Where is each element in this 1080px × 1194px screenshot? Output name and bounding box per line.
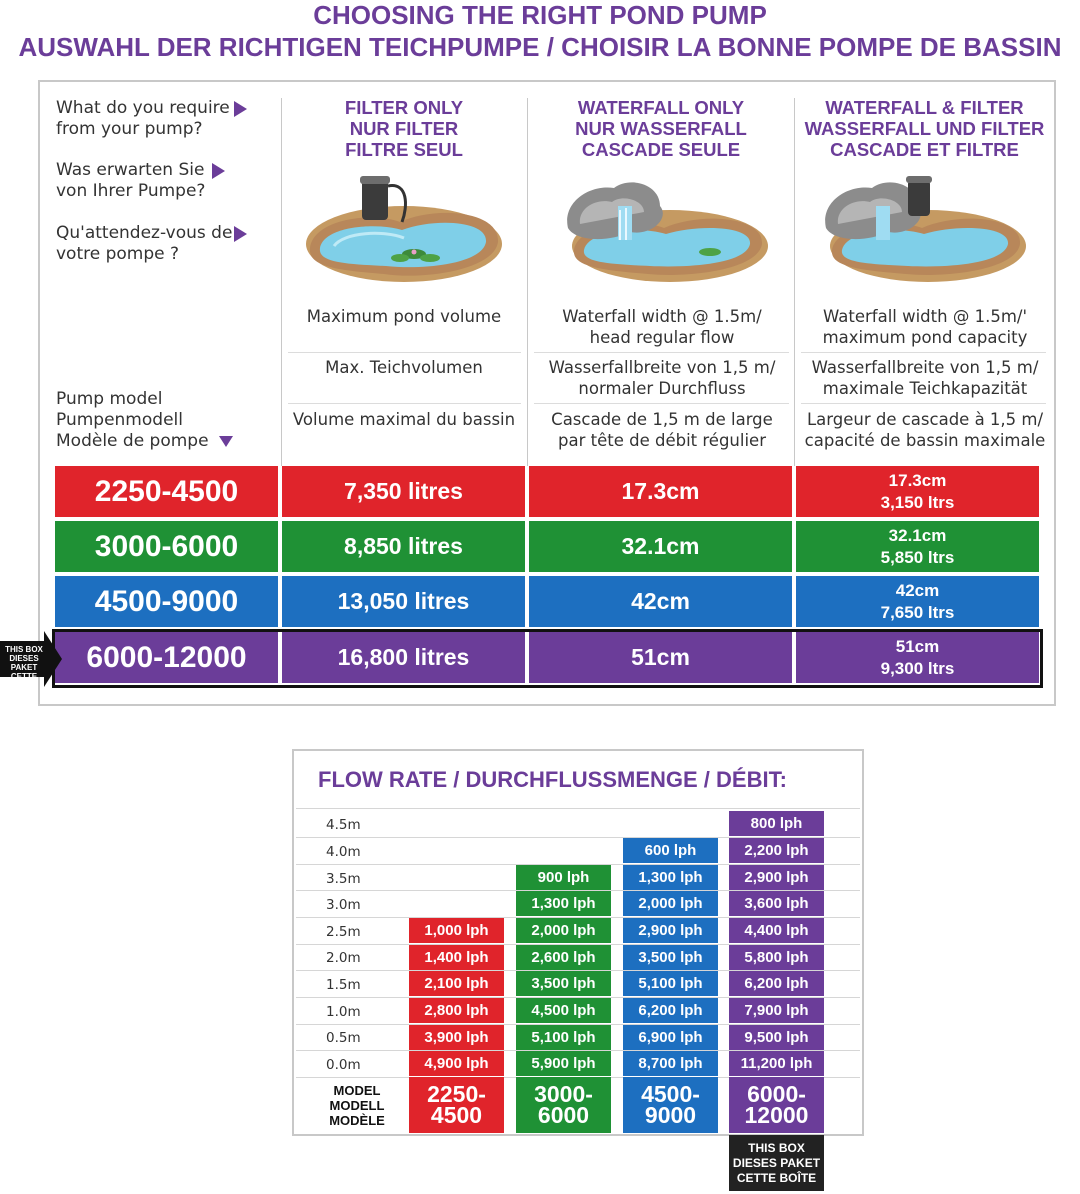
column-divider xyxy=(281,98,282,466)
flow-model-6000-12000: 6000- 12000 xyxy=(729,1077,824,1133)
flow-model-3000-6000: 3000- 6000 xyxy=(516,1077,611,1133)
filter-desc-en: Maximum pond volume xyxy=(306,307,502,326)
column-heading-filter: FILTER ONLY NUR FILTER FILTRE SEUL xyxy=(344,97,464,160)
waterfall-desc-de: Wasserfallbreite von 1,5 m/ normaler Durchfluss xyxy=(548,358,776,398)
row-divider xyxy=(801,403,1046,404)
model-row: 2250-4500 7,350 litres 17.3cm 17.3cm 3,150 ltrs xyxy=(55,466,1039,517)
flow-cell: 900 lph xyxy=(516,865,611,890)
flow-cell: 2,100 lph xyxy=(409,971,504,996)
question-fr: Qu'attendez-vous de votre pompe ? xyxy=(56,223,233,264)
filter-desc-de: Max. Teichvolumen xyxy=(325,358,483,377)
model-row: 4500-9000 13,050 litres 42cm 42cm 7,650 ltrs xyxy=(55,576,1039,627)
flow-cell: 1,300 lph xyxy=(516,891,611,916)
flow-cell: 7,900 lph xyxy=(729,998,824,1023)
head-height-label: 1.0m xyxy=(326,1004,361,1020)
flow-cell: 4,500 lph xyxy=(516,998,611,1023)
pump-model-label: Pump model Pumpenmodell Modèle de pompe xyxy=(56,389,233,452)
pond-with-waterfall-icon xyxy=(560,166,770,286)
row-divider xyxy=(534,352,789,353)
page-title: CHOOSING THE RIGHT POND PUMP xyxy=(313,0,767,30)
flow-model-2250-4500: 2250- 4500 xyxy=(409,1077,504,1133)
flow-cell: 3,600 lph xyxy=(729,891,824,916)
flow-cell: 2,000 lph xyxy=(623,891,718,916)
question-en: What do you require from your pump? xyxy=(56,98,230,139)
flow-cell: 800 lph xyxy=(729,811,824,836)
flow-cell: 5,100 lph xyxy=(623,971,718,996)
flow-cell: 1,300 lph xyxy=(623,865,718,890)
flow-model-4500-9000: 4500- 9000 xyxy=(623,1077,718,1133)
head-height-label: 3.5m xyxy=(326,871,361,887)
both-desc-en: Waterfall width @ 1.5m/' maximum pond capacity xyxy=(822,307,1028,347)
row-divider xyxy=(288,403,521,404)
this-box-label: THIS BOX DIESES PAKET CETTE BOÎTE xyxy=(5,645,43,690)
column-divider xyxy=(794,98,795,466)
flow-cell: 2,600 lph xyxy=(516,945,611,970)
flow-cell: 600 lph xyxy=(623,838,718,863)
flow-cell: 5,800 lph xyxy=(729,945,824,970)
flow-cell: 6,200 lph xyxy=(623,998,718,1023)
flow-cell: 9,500 lph xyxy=(729,1025,824,1050)
head-height-label: 1.5m xyxy=(326,977,361,993)
model-row: 3000-6000 8,850 litres 32.1cm 32.1cm 5,850 ltrs xyxy=(55,521,1039,572)
row-divider xyxy=(534,403,789,404)
this-box-badge: THIS BOX DIESES PAKET CETTE BOÎTE xyxy=(729,1135,824,1191)
column-heading-waterfall: WATERFALL ONLY NUR WASSERFALL CASCADE SEULE xyxy=(575,97,747,160)
flow-cell: 5,900 lph xyxy=(516,1051,611,1076)
column-divider xyxy=(527,98,528,466)
flow-cell: 4,400 lph xyxy=(729,918,824,943)
model-row-selected: 6000-12000 16,800 litres 51cm 51cm 9,300 ltrs xyxy=(55,632,1039,683)
both-desc-fr: Largeur de cascade à 1,5 m/ capacité de bassin maximale xyxy=(804,410,1046,450)
question-de: Was erwarten Sie von Ihrer Pumpe? xyxy=(56,160,206,201)
row-divider xyxy=(288,352,521,353)
row-divider xyxy=(801,352,1046,353)
flow-rate-title: FLOW RATE / DURCHFLUSSMENGE / DÉBIT: xyxy=(318,767,787,792)
pond-with-waterfall-and-filter-icon xyxy=(818,166,1028,286)
both-desc-de: Wasserfallbreite von 1,5 m/ maximale Teichkapazität xyxy=(811,358,1039,398)
flow-cell: 2,200 lph xyxy=(729,838,824,863)
waterfall-desc-fr: Cascade de 1,5 m de large par tête de débit régulier xyxy=(551,410,773,450)
arrow-right-icon xyxy=(234,101,247,117)
flow-cell: 1,400 lph xyxy=(409,945,504,970)
head-height-label: 2.5m xyxy=(326,924,361,940)
flow-cell: 5,100 lph xyxy=(516,1025,611,1050)
flow-cell: 3,900 lph xyxy=(409,1025,504,1050)
flow-cell: 2,900 lph xyxy=(623,918,718,943)
flow-cell: 2,900 lph xyxy=(729,865,824,890)
pond-with-filter-icon xyxy=(304,166,504,286)
page-subtitle: AUSWAHL DER RICHTIGEN TEICHPUMPE / CHOISIR LA BONNE POMPE DE BASSIN xyxy=(18,32,1062,62)
flow-cell: 2,800 lph xyxy=(409,998,504,1023)
flow-cell: 3,500 lph xyxy=(623,945,718,970)
head-height-label: 4.0m xyxy=(326,844,361,860)
filter-desc-fr: Volume maximal du bassin xyxy=(292,410,516,429)
flow-cell: 11,200 lph xyxy=(729,1051,824,1076)
column-heading-waterfall-filter: WATERFALL & FILTER WASSERFALL UND FILTER CASCADE ET FILTRE xyxy=(804,97,1045,160)
flow-model-label: MODEL MODELL MODÈLE xyxy=(329,1083,385,1128)
flow-cell: 4,900 lph xyxy=(409,1051,504,1076)
arrow-right-icon xyxy=(234,226,247,242)
head-height-label: 2.0m xyxy=(326,950,361,966)
arrow-right-icon xyxy=(212,163,225,179)
selected-model-frame xyxy=(52,629,1043,688)
head-height-label: 0.0m xyxy=(326,1057,361,1073)
head-height-label: 3.0m xyxy=(326,897,361,913)
flow-cell: 2,000 lph xyxy=(516,918,611,943)
arrow-down-icon xyxy=(219,436,233,447)
flow-cell: 6,900 lph xyxy=(623,1025,718,1050)
flow-cell: 3,500 lph xyxy=(516,971,611,996)
flow-cell: 1,000 lph xyxy=(409,918,504,943)
waterfall-desc-en: Waterfall width @ 1.5m/ head regular flow xyxy=(562,307,762,347)
head-height-label: 0.5m xyxy=(326,1030,361,1046)
flow-cell: 8,700 lph xyxy=(623,1051,718,1076)
flow-cell: 6,200 lph xyxy=(729,971,824,996)
head-height-label: 4.5m xyxy=(326,817,361,833)
